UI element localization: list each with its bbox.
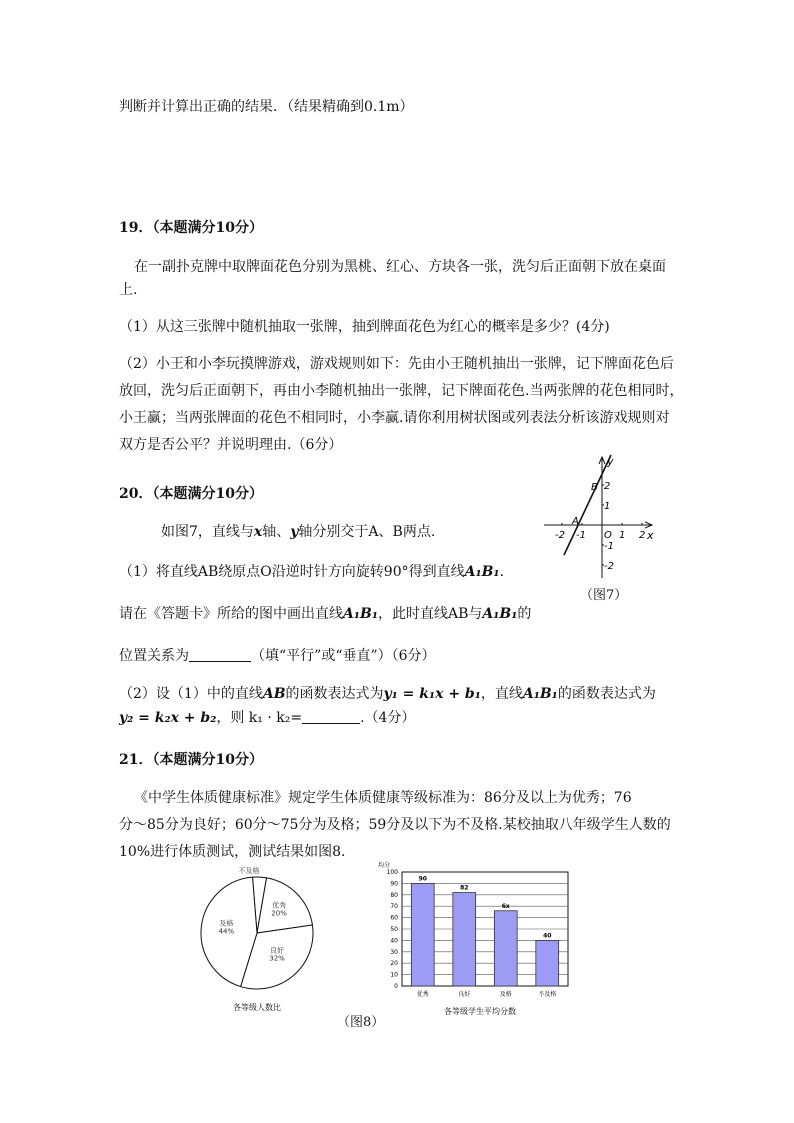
bar-category-label: 良好 (458, 991, 471, 998)
q20-part2-f: .（4分） (360, 710, 416, 726)
q21-intro-line3: 10%进行体质测试，测试结果如图8. (119, 844, 346, 860)
bar-category-label: 优秀 (416, 991, 429, 998)
y-tick-label: 0 (394, 983, 398, 990)
y-tick: 1 (604, 501, 611, 512)
equation-y1: y₁ = k₁x + b₁ (383, 686, 481, 702)
q19-part2-line1: （2）小王和小李玩摸牌游戏，游戏规则如下：先由小王随机抽出一张牌，记下牌面花色后 (119, 356, 674, 372)
graph-y-label: y (607, 455, 614, 468)
prev-question-tail: 判断并计算出正确的结果．（结果精确到0.1m） (119, 99, 414, 115)
y-tick-label: 50 (390, 926, 398, 933)
y-tick-label: 30 (390, 948, 398, 956)
answer-blank[interactable] (189, 647, 251, 662)
q19-part2-line2: 放回，洗匀后正面朝下，再由小李随机抽出一张牌，记下牌面花色.当两张牌的花色相同时， (119, 383, 684, 399)
bar-chart (372, 858, 572, 1018)
q20-part2-e: ，则 k₁ · k₂= (216, 710, 303, 726)
q19-part2-line3: 小王赢；当两张牌面的花色不相同时，小李赢.请你利用树状图或列表法分析该游戏规则对 (119, 410, 670, 426)
graph-origin: O (604, 530, 612, 541)
q20-relation-b: （填“平行”或“垂直”）（6分） (251, 648, 436, 664)
bar-value-label: 40 (543, 932, 552, 940)
answer-blank[interactable] (302, 709, 360, 724)
equation-y2: y₂ = k₂x + b₂ (119, 710, 217, 726)
bar (411, 883, 434, 986)
q20-relation (119, 646, 436, 666)
x-tick: -2 (555, 530, 565, 541)
line-a1b1: A₁B₁ (482, 606, 518, 622)
q20-intro-a: 如图7，直线与 (161, 524, 254, 540)
line-a1b1: A₁B₁ (464, 564, 500, 580)
bar-category-label: 及格 (499, 991, 512, 998)
figure7-caption: （图7） (580, 588, 628, 603)
y-tick-label: 70 (390, 903, 398, 911)
q20-part2 (119, 684, 656, 704)
y-tick-label: 60 (390, 914, 398, 922)
figure7-graph (540, 452, 665, 584)
q20-part2-c: ，直线 (480, 686, 523, 702)
bar (453, 893, 476, 986)
q20-instr-a: 请在《答题卡》所给的图中画出直线 (119, 606, 343, 622)
line-a1b1: A₁B₁ (522, 686, 558, 702)
q20-part1 (119, 562, 504, 582)
pie-chart (195, 858, 325, 1018)
pie-slice-label: 44% (218, 927, 235, 936)
q19-intro-cont: 上. (119, 282, 138, 298)
pie-title: 各等级人数比 (233, 1003, 281, 1012)
y-tick-label: 80 (390, 891, 398, 899)
q19-heading: 19．（本题满分10分） (119, 220, 263, 236)
y-tick-label: 20 (390, 960, 398, 968)
q20-relation-a: 位置关系为 (119, 648, 189, 664)
bar-title: 各等级学生平均分数 (444, 1007, 516, 1016)
q19-part2-line4: 双方是否公平？并说明理由.（6分） (119, 437, 343, 453)
q20-instr-b: ，此时直线AB与 (377, 606, 483, 622)
pie-slice-label: 良好 (270, 946, 285, 955)
y-tick-label: 90 (390, 880, 398, 888)
x-tick: 2 (639, 530, 646, 541)
graph-x-label: x (647, 529, 654, 542)
pie-slice-label: 不及格 (238, 867, 260, 875)
figure8-caption: （图8） (337, 1015, 385, 1030)
bar (494, 911, 517, 986)
point-a: A (572, 516, 579, 527)
q21-intro-line2: 分～85分为良好；60分～75分为及格；59分及以下为不及格.某校抽取八年级学生人数的 (119, 817, 671, 833)
y-tick-label: 10 (390, 971, 398, 979)
y-tick: -2 (604, 561, 614, 572)
q20-part1-text: （1）将直线AB绕原点O沿逆时针方向旋转90°得到直线 (119, 564, 465, 580)
q19-part1: （1）从这三张牌中随机抽取一张牌，抽到牌面花色为红心的概率是多少？(4分) (119, 319, 610, 335)
pie-slice-label: 32% (269, 954, 285, 963)
bar-ylabel: 均分 (378, 862, 391, 869)
bar (536, 940, 559, 986)
y-tick-label: 40 (390, 937, 398, 945)
q20-intro-b: 轴、 (262, 524, 291, 540)
pie-slice-label: 20% (271, 909, 287, 918)
bar-category-label: 不及格 (538, 991, 557, 998)
q20-part1-end: . (499, 564, 505, 580)
pie-slice-label: 及格 (219, 919, 234, 928)
q20-instr-c: 的 (517, 606, 532, 622)
q20-part2-cont (119, 708, 415, 728)
bar-value-label: 82 (460, 884, 469, 892)
q19-intro: 在一副扑克牌中取牌面花色分别为黑桃、红心、方块各一张，洗匀后正面朝下放在桌面 (134, 259, 666, 275)
pie-slice-label: 优秀 (272, 901, 287, 910)
y-axis-var: y (290, 524, 299, 540)
bar-value-label: 90 (418, 875, 427, 883)
q21-heading: 21．（本题满分10分） (119, 752, 263, 768)
x-tick: 1 (619, 530, 626, 541)
q20-part2-d: 的函数表达式为 (557, 686, 656, 702)
q20-part2-a: （2）设（1）中的直线 (119, 686, 263, 702)
y-tick-label: 100 (386, 869, 398, 876)
x-tick: -1 (576, 530, 586, 541)
point-b: B (591, 482, 598, 493)
q20-part2-b: 的函数表达式为 (285, 686, 384, 702)
q20-intro-c: 轴分别交于A、B两点. (298, 524, 436, 540)
line-ab: AB (262, 686, 286, 702)
line-a1b1: A₁B₁ (343, 606, 378, 622)
x-axis-var: x (253, 524, 263, 540)
q21-intro-line1: 《中学生体质健康标准》规定学生体质健康等级标准为：86分及以上为优秀；76 (134, 790, 632, 806)
q20-heading: 20．（本题满分10分） (119, 486, 263, 502)
q20-intro (161, 522, 435, 542)
q20-part1-instruction (119, 604, 531, 624)
y-tick: 2 (604, 481, 611, 492)
y-tick: -1 (604, 541, 614, 552)
bar-value-label: 6x (501, 902, 510, 910)
